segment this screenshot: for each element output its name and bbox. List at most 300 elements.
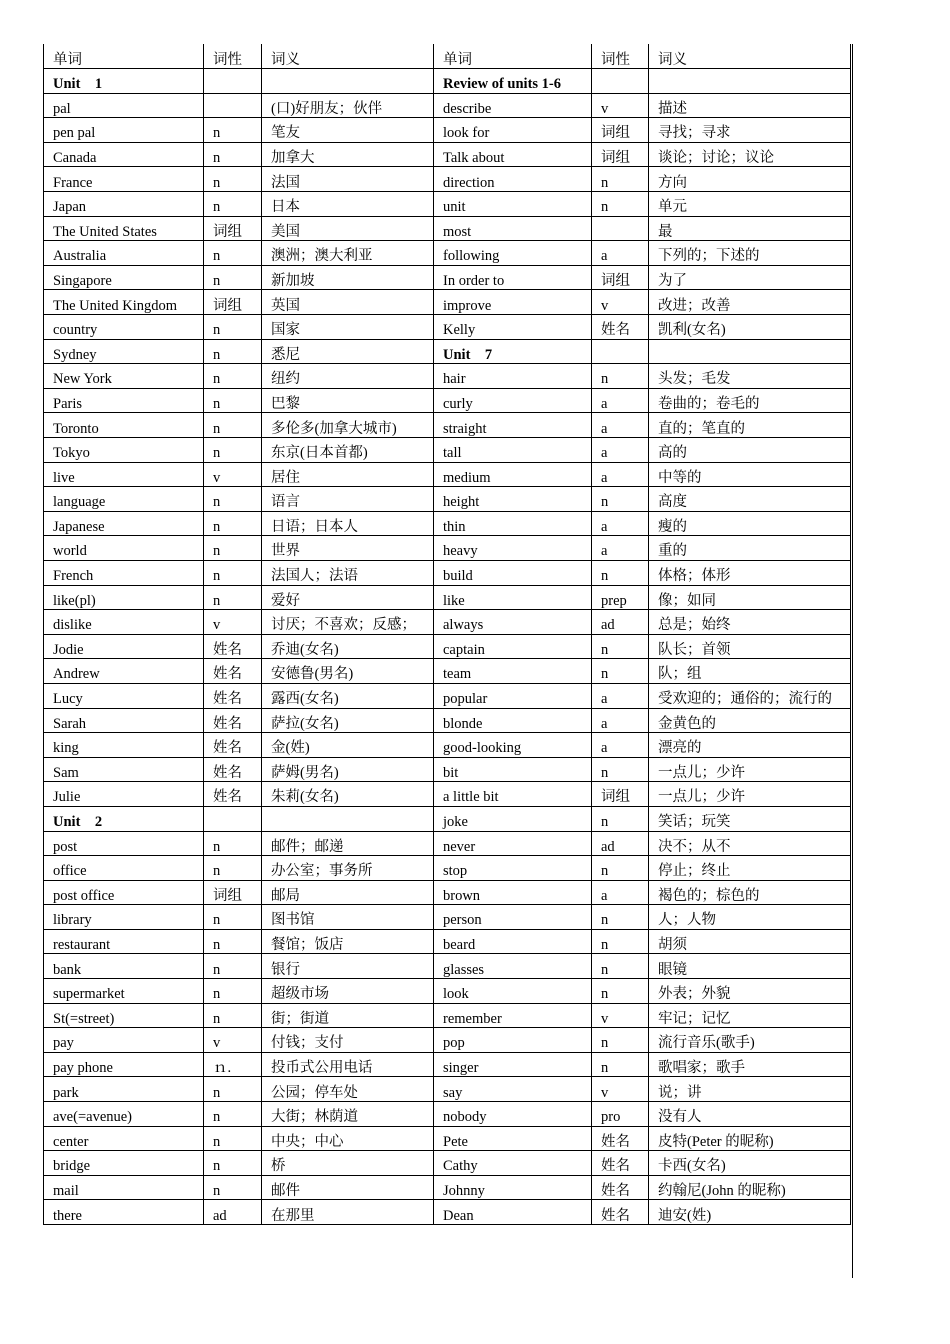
table-row	[44, 413, 851, 438]
cell-meaning-right: 像；如同	[649, 585, 851, 610]
cell-pos-right: n	[592, 560, 649, 585]
table-row	[44, 733, 851, 758]
cell-meaning-left: 加拿大	[262, 142, 434, 167]
cell-word-right: most	[434, 216, 592, 241]
cell-word-left: The United States	[44, 216, 204, 241]
cell-meaning-left: 露西(女名)	[262, 683, 434, 708]
cell-meaning-left: 邮局	[262, 880, 434, 905]
cell-pos-right: 词组	[592, 782, 649, 807]
cell-word-right: following	[434, 241, 592, 266]
cell-meaning-right: 停止；终止	[649, 856, 851, 881]
cell-word-right: good-looking	[434, 733, 592, 758]
cell-word-right: Cathy	[434, 1151, 592, 1176]
cell-word-left: Andrew	[44, 659, 204, 684]
cell-meaning-left: 东京(日本首都)	[262, 438, 434, 463]
cell-word-left: country	[44, 315, 204, 340]
cell-word-right: joke	[434, 806, 592, 831]
cell-word-left: library	[44, 905, 204, 930]
table-row	[44, 1151, 851, 1176]
cell-meaning-right: 队长；首领	[649, 634, 851, 659]
cell-pos-right: 词组	[592, 265, 649, 290]
cell-meaning-left: 付钱；支付	[262, 1028, 434, 1053]
cell-meaning-right: 中等的	[649, 462, 851, 487]
cell-meaning-right: 决不；从不	[649, 831, 851, 856]
table-row	[44, 1175, 851, 1200]
cell-meaning-right: 流行音乐(歌手)	[649, 1028, 851, 1053]
cell-meaning-right: 卷曲的；卷毛的	[649, 388, 851, 413]
cell-word-left: post office	[44, 880, 204, 905]
cell-meaning-left: 语言	[262, 487, 434, 512]
table-row	[44, 954, 851, 979]
cell-word-left: France	[44, 167, 204, 192]
cell-pos-right: 姓名	[592, 315, 649, 340]
cell-pos-left: n	[204, 560, 262, 585]
cell-pos-right: v	[592, 1077, 649, 1102]
cell-pos-left: n	[204, 142, 262, 167]
cell-pos-left: n	[204, 1175, 262, 1200]
cell-meaning-left: 世界	[262, 536, 434, 561]
cell-word-right: look	[434, 979, 592, 1004]
cell-pos-left: n	[204, 954, 262, 979]
cell-word-right: captain	[434, 634, 592, 659]
cell-meaning-right: 凯利(女名)	[649, 315, 851, 340]
cell-pos-right: n	[592, 1052, 649, 1077]
cell-meaning-left: 美国	[262, 216, 434, 241]
cell-meaning-left: 大街；林荫道	[262, 1102, 434, 1127]
cell-meaning-right: 没有人	[649, 1102, 851, 1127]
cell-meaning-left: (口)好朋友；伙伴	[262, 93, 434, 118]
cell-meaning-right: 总是；始终	[649, 610, 851, 635]
cell-pos-right: a	[592, 438, 649, 463]
cell-word-left: Unit 2	[44, 806, 204, 831]
table-row	[44, 1003, 851, 1028]
cell-meaning-right: 卡西(女名)	[649, 1151, 851, 1176]
table-row	[44, 290, 851, 315]
cell-meaning-left: 公园；停车处	[262, 1077, 434, 1102]
table-row	[44, 118, 851, 143]
cell-pos-right: 姓名	[592, 1151, 649, 1176]
cell-word-left: Paris	[44, 388, 204, 413]
header-word-right: 单词	[434, 44, 592, 69]
cell-pos-left: n	[204, 1077, 262, 1102]
cell-meaning-right: 谈论；讨论；议论	[649, 142, 851, 167]
table-row	[44, 1077, 851, 1102]
cell-pos-left: 姓名	[204, 708, 262, 733]
table-row	[44, 683, 851, 708]
cell-meaning-left: 纽约	[262, 364, 434, 389]
table-row	[44, 1200, 851, 1225]
cell-word-right: bit	[434, 757, 592, 782]
cell-word-right: always	[434, 610, 592, 635]
cell-meaning-right: 漂亮的	[649, 733, 851, 758]
cell-meaning-right: 眼镜	[649, 954, 851, 979]
cell-meaning-left: 餐馆；饭店	[262, 929, 434, 954]
cell-word-left: restaurant	[44, 929, 204, 954]
table-row	[44, 192, 851, 217]
cell-word-left: bank	[44, 954, 204, 979]
cell-word-left: like(pl)	[44, 585, 204, 610]
cell-meaning-left: 法国	[262, 167, 434, 192]
table-row	[44, 782, 851, 807]
cell-meaning-right: 重的	[649, 536, 851, 561]
cell-word-left: French	[44, 560, 204, 585]
cell-pos-right: n	[592, 634, 649, 659]
cell-pos-left: n	[204, 364, 262, 389]
cell-word-right: Review of units 1-6	[434, 69, 592, 94]
cell-pos-right: v	[592, 93, 649, 118]
cell-word-right: brown	[434, 880, 592, 905]
cell-word-left: Julie	[44, 782, 204, 807]
cell-meaning-right: 受欢迎的；通俗的；流行的	[649, 683, 851, 708]
cell-word-left: pen pal	[44, 118, 204, 143]
cell-pos-left: n	[204, 1126, 262, 1151]
cell-pos-left: 姓名	[204, 659, 262, 684]
cell-meaning-right: 笑话；玩笑	[649, 806, 851, 831]
cell-word-right: team	[434, 659, 592, 684]
cell-meaning-right: 队；组	[649, 659, 851, 684]
cell-word-left: Canada	[44, 142, 204, 167]
cell-pos-left: n	[204, 265, 262, 290]
cell-meaning-right: 直的；笔直的	[649, 413, 851, 438]
cell-word-left: Unit 1	[44, 69, 204, 94]
cell-meaning-left: 巴黎	[262, 388, 434, 413]
cell-meaning-left: 居住	[262, 462, 434, 487]
cell-pos-right: n	[592, 364, 649, 389]
cell-pos-left: n	[204, 856, 262, 881]
cell-meaning-right: 人；人物	[649, 905, 851, 930]
cell-meaning-right: 胡须	[649, 929, 851, 954]
cell-pos-left: n	[204, 1003, 262, 1028]
cell-pos-right: a	[592, 413, 649, 438]
cell-meaning-left: 桥	[262, 1151, 434, 1176]
cell-meaning-left: 萨姆(男名)	[262, 757, 434, 782]
cell-word-right: Johnny	[434, 1175, 592, 1200]
cell-word-left: pay phone	[44, 1052, 204, 1077]
table-row	[44, 1102, 851, 1127]
cell-word-left: Sarah	[44, 708, 204, 733]
table-row	[44, 339, 851, 364]
cell-meaning-left: 图书馆	[262, 905, 434, 930]
cell-pos-right: n	[592, 192, 649, 217]
cell-meaning-right: 寻找；寻求	[649, 118, 851, 143]
cell-word-left: Jodie	[44, 634, 204, 659]
cell-word-left: Tokyo	[44, 438, 204, 463]
cell-pos-left: 姓名	[204, 782, 262, 807]
cell-pos-left	[204, 806, 262, 831]
cell-meaning-left: 新加坡	[262, 265, 434, 290]
table-row	[44, 93, 851, 118]
cell-pos-left: n	[204, 167, 262, 192]
cell-meaning-left: 金(姓)	[262, 733, 434, 758]
cell-meaning-left: 邮件	[262, 1175, 434, 1200]
cell-word-right: medium	[434, 462, 592, 487]
cell-meaning-right: 为了	[649, 265, 851, 290]
cell-meaning-left: 银行	[262, 954, 434, 979]
cell-meaning-left: 在那里	[262, 1200, 434, 1225]
cell-meaning-right: 一点儿；少许	[649, 782, 851, 807]
cell-meaning-right: 迪安(姓)	[649, 1200, 851, 1225]
cell-word-left: there	[44, 1200, 204, 1225]
cell-pos-right: n	[592, 487, 649, 512]
header-meaning-right: 词义	[649, 44, 851, 69]
cell-meaning-left: 日语；日本人	[262, 511, 434, 536]
cell-meaning-right	[649, 69, 851, 94]
cell-pos-left: n	[204, 536, 262, 561]
table-row	[44, 856, 851, 881]
cell-word-right: person	[434, 905, 592, 930]
cell-pos-right: a	[592, 880, 649, 905]
table-row	[44, 634, 851, 659]
cell-pos-left: 姓名	[204, 733, 262, 758]
table-row	[44, 708, 851, 733]
cell-word-left: Sydney	[44, 339, 204, 364]
cell-pos-right: v	[592, 1003, 649, 1028]
cell-word-right: heavy	[434, 536, 592, 561]
cell-pos-left: 词组	[204, 216, 262, 241]
table-row	[44, 880, 851, 905]
cell-meaning-right: 单元	[649, 192, 851, 217]
cell-meaning-left: 爱好	[262, 585, 434, 610]
cell-word-left: St(=street)	[44, 1003, 204, 1028]
header-pos-right: 词性	[592, 44, 649, 69]
cell-pos-right	[592, 216, 649, 241]
cell-word-right: glasses	[434, 954, 592, 979]
cell-meaning-left: 英国	[262, 290, 434, 315]
cell-meaning-left: 安德鲁(男名)	[262, 659, 434, 684]
table-row	[44, 1126, 851, 1151]
cell-pos-right: a	[592, 511, 649, 536]
cell-pos-left: n	[204, 1102, 262, 1127]
cell-meaning-left	[262, 806, 434, 831]
cell-pos-left: n	[204, 929, 262, 954]
cell-meaning-left	[262, 69, 434, 94]
table-row	[44, 167, 851, 192]
cell-pos-right: a	[592, 388, 649, 413]
cell-pos-right: n	[592, 659, 649, 684]
cell-pos-left: 姓名	[204, 757, 262, 782]
cell-meaning-left: 澳洲；澳大利亚	[262, 241, 434, 266]
cell-word-left: Japan	[44, 192, 204, 217]
table-row	[44, 585, 851, 610]
table-row	[44, 388, 851, 413]
table-row	[44, 216, 851, 241]
table-row	[44, 265, 851, 290]
cell-pos-left: n	[204, 118, 262, 143]
cell-pos-left: 姓名	[204, 634, 262, 659]
cell-pos-left: n	[204, 413, 262, 438]
cell-meaning-right: 下列的；下述的	[649, 241, 851, 266]
cell-word-left: dislike	[44, 610, 204, 635]
cell-meaning-right: 说；讲	[649, 1077, 851, 1102]
cell-word-right: describe	[434, 93, 592, 118]
cell-word-left: supermarket	[44, 979, 204, 1004]
cell-pos-left: v	[204, 610, 262, 635]
cell-meaning-left: 超级市场	[262, 979, 434, 1004]
table-row	[44, 1052, 851, 1077]
cell-word-right: In order to	[434, 265, 592, 290]
cell-meaning-left: 笔友	[262, 118, 434, 143]
cell-meaning-right: 高度	[649, 487, 851, 512]
cell-pos-left: 词组	[204, 290, 262, 315]
cell-pos-right: n	[592, 806, 649, 831]
cell-meaning-left: 讨厌；不喜欢；反感；	[262, 610, 434, 635]
right-border-rule	[852, 44, 853, 1278]
cell-word-right: nobody	[434, 1102, 592, 1127]
table-row	[44, 757, 851, 782]
cell-word-right: like	[434, 585, 592, 610]
cell-meaning-left: 悉尼	[262, 339, 434, 364]
header-meaning-left: 词义	[262, 44, 434, 69]
cell-word-left: mail	[44, 1175, 204, 1200]
cell-meaning-right: 方向	[649, 167, 851, 192]
cell-pos-right: 词组	[592, 142, 649, 167]
cell-pos-right: ad	[592, 831, 649, 856]
cell-pos-right: pro	[592, 1102, 649, 1127]
cell-pos-right: n	[592, 167, 649, 192]
cell-pos-right: 姓名	[592, 1200, 649, 1225]
cell-word-right: straight	[434, 413, 592, 438]
cell-pos-right: a	[592, 536, 649, 561]
cell-word-left: Toronto	[44, 413, 204, 438]
cell-meaning-right: 高的	[649, 438, 851, 463]
cell-meaning-left: 朱莉(女名)	[262, 782, 434, 807]
header-pos-left: 词性	[204, 44, 262, 69]
table-row	[44, 905, 851, 930]
cell-word-right: stop	[434, 856, 592, 881]
table-row	[44, 536, 851, 561]
cell-pos-right: n	[592, 757, 649, 782]
cell-meaning-left: 乔迪(女名)	[262, 634, 434, 659]
table-row	[44, 979, 851, 1004]
cell-pos-right: a	[592, 683, 649, 708]
cell-pos-left: n	[204, 192, 262, 217]
cell-pos-right: n	[592, 954, 649, 979]
cell-pos-left: ad	[204, 1200, 262, 1225]
cell-meaning-right: 一点儿；少许	[649, 757, 851, 782]
cell-word-left: office	[44, 856, 204, 881]
cell-word-right: direction	[434, 167, 592, 192]
cell-pos-right: 姓名	[592, 1126, 649, 1151]
cell-pos-left: n	[204, 831, 262, 856]
cell-word-right: hair	[434, 364, 592, 389]
cell-pos-right: a	[592, 462, 649, 487]
cell-word-left: world	[44, 536, 204, 561]
cell-word-right: Talk about	[434, 142, 592, 167]
cell-word-right: build	[434, 560, 592, 585]
cell-word-left: post	[44, 831, 204, 856]
cell-meaning-right: 外表；外貌	[649, 979, 851, 1004]
cell-word-right: Dean	[434, 1200, 592, 1225]
table-row	[44, 462, 851, 487]
cell-meaning-left: 多伦多(加拿大城市)	[262, 413, 434, 438]
cell-word-right: say	[434, 1077, 592, 1102]
table-row	[44, 142, 851, 167]
vocabulary-table	[43, 44, 851, 1225]
cell-pos-left: v	[204, 462, 262, 487]
cell-word-left: live	[44, 462, 204, 487]
cell-word-right: beard	[434, 929, 592, 954]
cell-pos-right: n	[592, 1028, 649, 1053]
cell-pos-left	[204, 93, 262, 118]
cell-word-right: tall	[434, 438, 592, 463]
table-row	[44, 610, 851, 635]
cell-meaning-left: 中央；中心	[262, 1126, 434, 1151]
cell-meaning-right: 皮特(Peter 的昵称)	[649, 1126, 851, 1151]
cell-word-left: The United Kingdom	[44, 290, 204, 315]
cell-word-right: unit	[434, 192, 592, 217]
table-row	[44, 560, 851, 585]
vocabulary-sheet	[43, 44, 851, 1225]
cell-word-right: remember	[434, 1003, 592, 1028]
cell-word-left: Lucy	[44, 683, 204, 708]
table-row	[44, 438, 851, 463]
cell-word-right: thin	[434, 511, 592, 536]
cell-meaning-right: 歌唱家；歌手	[649, 1052, 851, 1077]
cell-pos-left	[204, 69, 262, 94]
cell-pos-left: n	[204, 315, 262, 340]
cell-pos-right: 词组	[592, 118, 649, 143]
cell-meaning-right: 体格；体形	[649, 560, 851, 585]
cell-word-left: pal	[44, 93, 204, 118]
cell-pos-left: n	[204, 388, 262, 413]
cell-meaning-right: 金黄色的	[649, 708, 851, 733]
cell-word-left: New York	[44, 364, 204, 389]
cell-word-right: singer	[434, 1052, 592, 1077]
cell-word-left: Japanese	[44, 511, 204, 536]
table-row	[44, 929, 851, 954]
cell-pos-right: a	[592, 733, 649, 758]
cell-word-left: pay	[44, 1028, 204, 1053]
cell-word-right: Unit 7	[434, 339, 592, 364]
cell-pos-left: 词组	[204, 880, 262, 905]
cell-meaning-left: 国家	[262, 315, 434, 340]
cell-pos-left: 姓名	[204, 683, 262, 708]
cell-pos-left: n	[204, 438, 262, 463]
cell-word-right: improve	[434, 290, 592, 315]
cell-pos-right: n	[592, 979, 649, 1004]
cell-word-left: center	[44, 1126, 204, 1151]
cell-word-left: park	[44, 1077, 204, 1102]
cell-word-right: Pete	[434, 1126, 592, 1151]
cell-pos-right: n	[592, 929, 649, 954]
cell-meaning-left: 萨拉(女名)	[262, 708, 434, 733]
cell-pos-right: v	[592, 290, 649, 315]
vocabulary-table-body	[44, 44, 851, 1225]
table-row	[44, 241, 851, 266]
cell-word-left: language	[44, 487, 204, 512]
cell-pos-left: n	[204, 339, 262, 364]
cell-word-left: Sam	[44, 757, 204, 782]
cell-word-right: curly	[434, 388, 592, 413]
cell-pos-left: n	[204, 487, 262, 512]
cell-pos-right: a	[592, 241, 649, 266]
cell-word-right: Kelly	[434, 315, 592, 340]
cell-word-right: pop	[434, 1028, 592, 1053]
table-row	[44, 69, 851, 94]
cell-meaning-left: 街；街道	[262, 1003, 434, 1028]
cell-word-left: Australia	[44, 241, 204, 266]
cell-pos-right: 姓名	[592, 1175, 649, 1200]
cell-word-left: king	[44, 733, 204, 758]
cell-word-left: Singapore	[44, 265, 204, 290]
table-row	[44, 659, 851, 684]
table-row	[44, 831, 851, 856]
cell-meaning-left: 邮件；邮递	[262, 831, 434, 856]
cell-pos-left: n	[204, 511, 262, 536]
cell-pos-right: ad	[592, 610, 649, 635]
cell-pos-left: ｎ.	[204, 1052, 262, 1077]
cell-word-right: height	[434, 487, 592, 512]
